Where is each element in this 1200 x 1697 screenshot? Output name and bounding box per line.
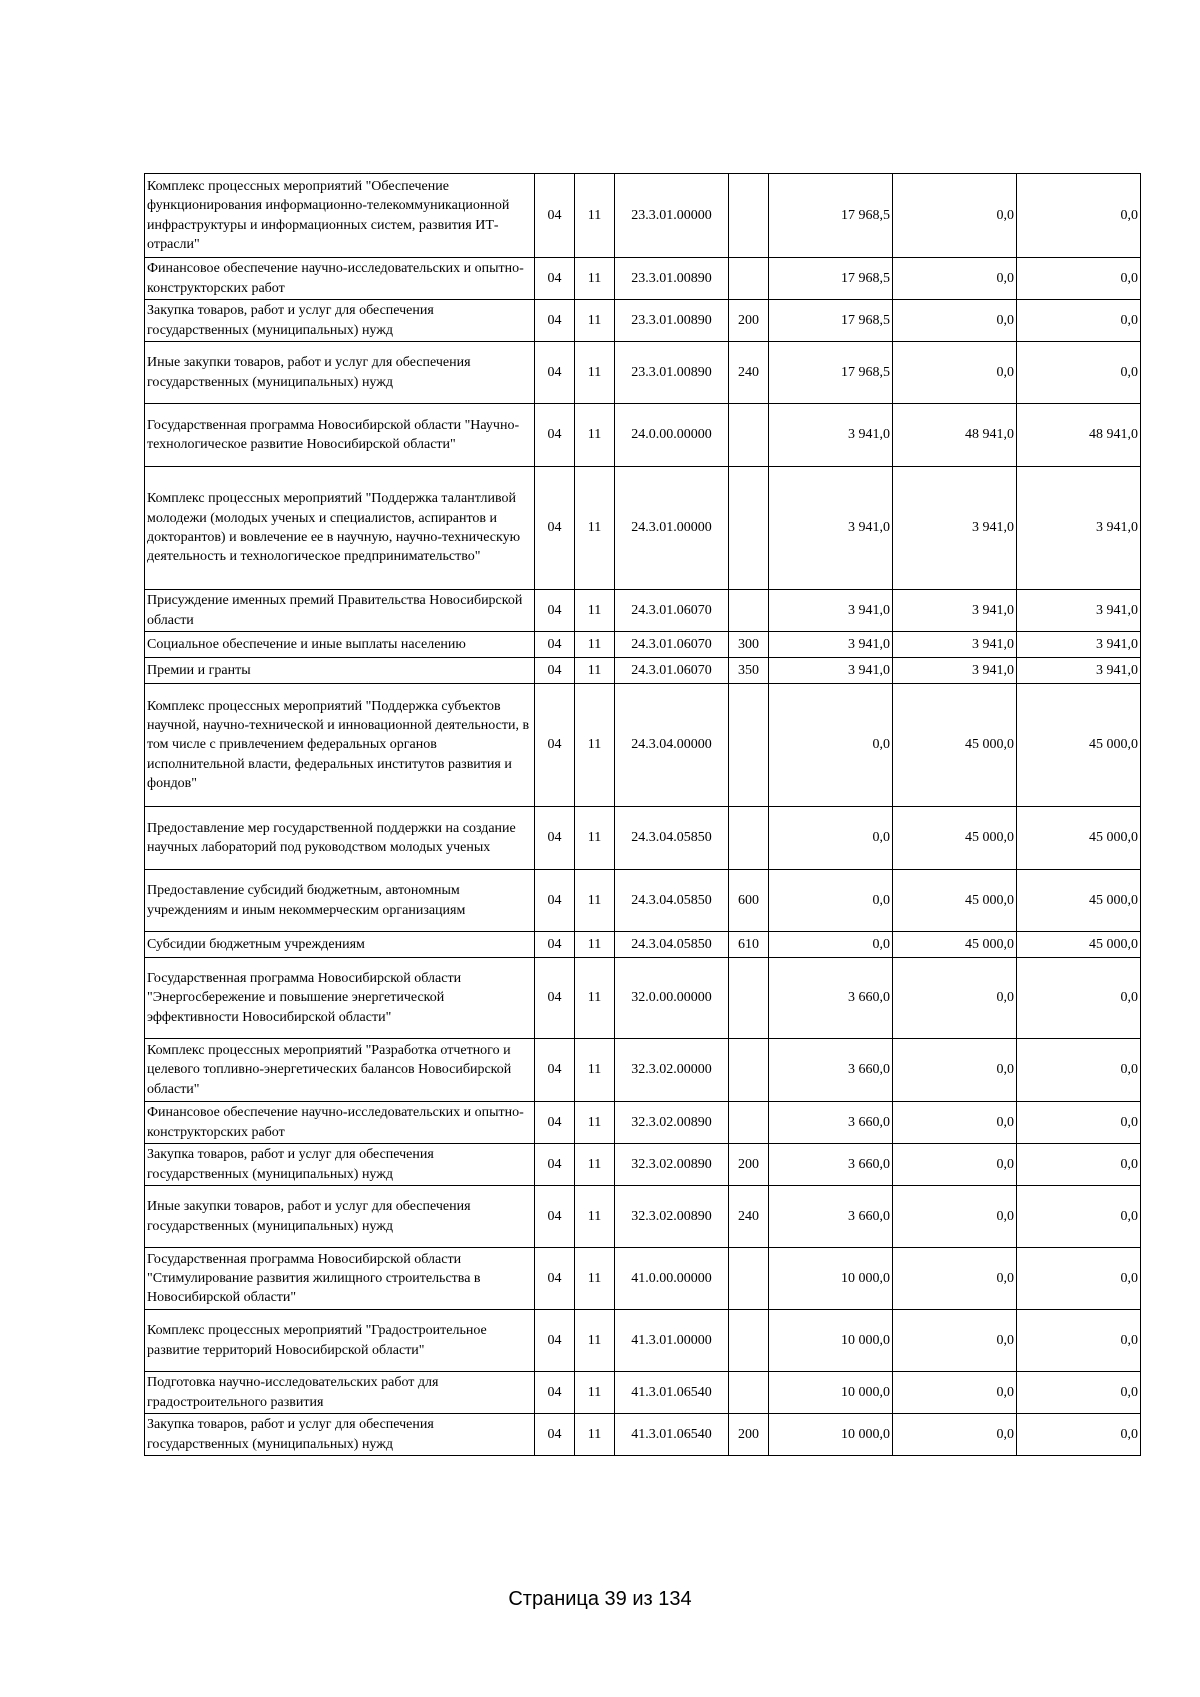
row-target-article: 24.3.01.00000: [615, 467, 729, 590]
row-amount-2: 0,0: [893, 1248, 1017, 1310]
row-amount-2: 0,0: [893, 258, 1017, 300]
row-amount-1: 17 968,5: [769, 174, 893, 258]
row-expense-type: [729, 467, 769, 590]
row-amount-1: 0,0: [769, 870, 893, 932]
row-expense-type: [729, 590, 769, 632]
row-amount-1: 10 000,0: [769, 1372, 893, 1414]
row-amount-2: 0,0: [893, 1310, 1017, 1372]
table-row: [145, 1310, 1141, 1372]
row-expense-type: 240: [729, 342, 769, 404]
row-amount-2: 0,0: [893, 1102, 1017, 1144]
row-amount-3: 3 941,0: [1017, 658, 1141, 684]
row-name: Предоставление субсидий бюджетным, автономным учреждениям и иным некоммерческим организациям: [145, 870, 535, 932]
row-name: Комплекс процессных мероприятий "Разработка отчетного и целевого топливно-энергетических балансов Новосибирской области": [145, 1039, 535, 1102]
row-target-article: 41.0.00.00000: [615, 1248, 729, 1310]
row-subsection: 11: [575, 258, 615, 300]
table-row: [145, 958, 1141, 1039]
table-row: [145, 1414, 1141, 1456]
row-amount-2: 0,0: [893, 1414, 1017, 1456]
row-amount-2: 48 941,0: [893, 404, 1017, 467]
row-amount-3: 0,0: [1017, 258, 1141, 300]
row-subsection: 11: [575, 1310, 615, 1372]
row-subsection: 11: [575, 684, 615, 807]
row-amount-3: 0,0: [1017, 958, 1141, 1039]
row-amount-1: 10 000,0: [769, 1310, 893, 1372]
row-name: Премии и гранты: [145, 658, 535, 684]
table-row: [145, 870, 1141, 932]
row-amount-1: 3 941,0: [769, 632, 893, 658]
row-subsection: 11: [575, 1102, 615, 1144]
row-amount-3: 45 000,0: [1017, 932, 1141, 958]
row-target-article: 32.3.02.00000: [615, 1039, 729, 1102]
row-expense-type: 600: [729, 870, 769, 932]
row-expense-type: [729, 174, 769, 258]
row-section: 04: [535, 870, 575, 932]
table-row: [145, 932, 1141, 958]
table-row: [145, 174, 1141, 258]
row-subsection: 11: [575, 174, 615, 258]
row-name: Закупка товаров, работ и услуг для обеспечения государственных (муниципальных) нужд: [145, 300, 535, 342]
row-amount-2: 0,0: [893, 958, 1017, 1039]
row-subsection: 11: [575, 632, 615, 658]
row-amount-3: 0,0: [1017, 1039, 1141, 1102]
row-section: 04: [535, 932, 575, 958]
row-section: 04: [535, 658, 575, 684]
row-subsection: 11: [575, 342, 615, 404]
table-row: [145, 1144, 1141, 1186]
row-section: 04: [535, 632, 575, 658]
row-section: 04: [535, 590, 575, 632]
row-section: 04: [535, 467, 575, 590]
row-subsection: 11: [575, 300, 615, 342]
row-name: Комплекс процессных мероприятий "Поддержка субъектов научной, научно-технической и инновационной деятельности, в том числе с привлечением федеральных органов исполнительной власти, федеральных институтов развития и фондов": [145, 684, 535, 807]
row-amount-3: 45 000,0: [1017, 807, 1141, 870]
row-section: 04: [535, 807, 575, 870]
row-section: 04: [535, 1310, 575, 1372]
row-amount-3: 45 000,0: [1017, 870, 1141, 932]
row-amount-2: 3 941,0: [893, 590, 1017, 632]
row-amount-1: 3 660,0: [769, 1039, 893, 1102]
row-amount-2: 3 941,0: [893, 467, 1017, 590]
row-amount-3: 48 941,0: [1017, 404, 1141, 467]
row-subsection: 11: [575, 590, 615, 632]
row-amount-1: 10 000,0: [769, 1414, 893, 1456]
row-name: Социальное обеспечение и иные выплаты населению: [145, 632, 535, 658]
row-target-article: 24.3.01.06070: [615, 632, 729, 658]
row-expense-type: [729, 1102, 769, 1144]
table-row: [145, 1102, 1141, 1144]
row-name: Закупка товаров, работ и услуг для обеспечения государственных (муниципальных) нужд: [145, 1414, 535, 1456]
row-amount-1: 3 660,0: [769, 1102, 893, 1144]
row-target-article: 24.3.04.05850: [615, 807, 729, 870]
row-name: Иные закупки товаров, работ и услуг для обеспечения государственных (муниципальных) нужд: [145, 342, 535, 404]
row-subsection: 11: [575, 1039, 615, 1102]
page-number: Страница 39 из 134: [508, 1588, 692, 1610]
row-expense-type: [729, 404, 769, 467]
row-expense-type: [729, 1372, 769, 1414]
row-amount-2: 0,0: [893, 1039, 1017, 1102]
row-name: Субсидии бюджетным учреждениям: [145, 932, 535, 958]
row-target-article: 32.3.02.00890: [615, 1144, 729, 1186]
row-target-article: 23.3.01.00890: [615, 300, 729, 342]
row-subsection: 11: [575, 404, 615, 467]
row-expense-type: [729, 1248, 769, 1310]
row-subsection: 11: [575, 1372, 615, 1414]
row-amount-2: 0,0: [893, 174, 1017, 258]
table-row: [145, 404, 1141, 467]
row-name: Комплекс процессных мероприятий "Обеспечение функционирования информационно-телекоммуникационной инфраструктуры и информационных систем, развития ИТ-отрасли": [145, 174, 535, 258]
row-amount-2: 0,0: [893, 342, 1017, 404]
row-amount-1: 3 941,0: [769, 658, 893, 684]
row-amount-3: 0,0: [1017, 300, 1141, 342]
row-amount-1: 17 968,5: [769, 258, 893, 300]
row-amount-2: 3 941,0: [893, 658, 1017, 684]
row-amount-3: 3 941,0: [1017, 590, 1141, 632]
table-row: [145, 658, 1141, 684]
row-name: Комплекс процессных мероприятий "Градостроительное развитие территорий Новосибирской области": [145, 1310, 535, 1372]
row-target-article: 32.3.02.00890: [615, 1102, 729, 1144]
row-amount-3: 0,0: [1017, 1186, 1141, 1248]
row-expense-type: [729, 684, 769, 807]
table-row: [145, 590, 1141, 632]
row-name: Предоставление мер государственной поддержки на создание научных лабораторий под руководством молодых ученых: [145, 807, 535, 870]
row-target-article: 41.3.01.00000: [615, 1310, 729, 1372]
row-name: Закупка товаров, работ и услуг для обеспечения государственных (муниципальных) нужд: [145, 1144, 535, 1186]
row-amount-1: 3 941,0: [769, 467, 893, 590]
row-amount-2: 3 941,0: [893, 632, 1017, 658]
row-expense-type: [729, 1310, 769, 1372]
row-amount-3: 3 941,0: [1017, 632, 1141, 658]
row-expense-type: [729, 807, 769, 870]
table-row: [145, 807, 1141, 870]
row-amount-1: 3 660,0: [769, 1144, 893, 1186]
row-name: Финансовое обеспечение научно-исследовательских и опытно-конструкторских работ: [145, 258, 535, 300]
row-target-article: 41.3.01.06540: [615, 1414, 729, 1456]
table-row: [145, 684, 1141, 807]
row-target-article: 24.3.04.00000: [615, 684, 729, 807]
row-subsection: 11: [575, 870, 615, 932]
row-expense-type: 200: [729, 1144, 769, 1186]
table-row: [145, 342, 1141, 404]
row-section: 04: [535, 1372, 575, 1414]
row-target-article: 24.3.04.05850: [615, 870, 729, 932]
row-name: Подготовка научно-исследовательских работ для градостроительного развития: [145, 1372, 535, 1414]
row-section: 04: [535, 1414, 575, 1456]
table-row: [145, 1372, 1141, 1414]
table-row: [145, 1039, 1141, 1102]
row-amount-2: 0,0: [893, 300, 1017, 342]
row-target-article: 32.3.02.00890: [615, 1186, 729, 1248]
row-amount-2: 45 000,0: [893, 870, 1017, 932]
row-subsection: 11: [575, 807, 615, 870]
table-row: [145, 258, 1141, 300]
row-name: Государственная программа Новосибирской области "Энергосбережение и повышение энергетической эффективности Новосибирской области": [145, 958, 535, 1039]
row-name: Комплекс процессных мероприятий "Поддержка талантливой молодежи (молодых ученых и специалистов, аспирантов и докторантов) и вовлечение ее в научную, научно-техническую деятельность и технологическое предпринимательство": [145, 467, 535, 590]
row-amount-2: 45 000,0: [893, 684, 1017, 807]
row-expense-type: [729, 1039, 769, 1102]
row-subsection: 11: [575, 467, 615, 590]
row-amount-1: 3 941,0: [769, 590, 893, 632]
row-name: Иные закупки товаров, работ и услуг для обеспечения государственных (муниципальных) нужд: [145, 1186, 535, 1248]
row-target-article: 41.3.01.06540: [615, 1372, 729, 1414]
row-amount-1: 17 968,5: [769, 342, 893, 404]
row-subsection: 11: [575, 658, 615, 684]
row-section: 04: [535, 404, 575, 467]
table-row: [145, 300, 1141, 342]
row-subsection: 11: [575, 1248, 615, 1310]
row-subsection: 11: [575, 1186, 615, 1248]
row-name: Финансовое обеспечение научно-исследовательских и опытно-конструкторских работ: [145, 1102, 535, 1144]
table-row: [145, 467, 1141, 590]
row-amount-3: 0,0: [1017, 1414, 1141, 1456]
row-expense-type: 610: [729, 932, 769, 958]
row-name: Государственная программа Новосибирской области "Научно-технологическое развитие Новосибирской области": [145, 404, 535, 467]
row-expense-type: 200: [729, 300, 769, 342]
row-expense-type: 200: [729, 1414, 769, 1456]
row-target-article: 23.3.01.00890: [615, 258, 729, 300]
row-target-article: 24.0.00.00000: [615, 404, 729, 467]
row-expense-type: 300: [729, 632, 769, 658]
row-name: Государственная программа Новосибирской области "Стимулирование развития жилищного строительства в Новосибирской области": [145, 1248, 535, 1310]
row-amount-3: 3 941,0: [1017, 467, 1141, 590]
row-expense-type: [729, 258, 769, 300]
row-target-article: 24.3.01.06070: [615, 658, 729, 684]
table-row: [145, 1248, 1141, 1310]
row-subsection: 11: [575, 958, 615, 1039]
row-section: 04: [535, 1039, 575, 1102]
row-amount-1: 3 660,0: [769, 958, 893, 1039]
table-row: [145, 632, 1141, 658]
row-expense-type: 240: [729, 1186, 769, 1248]
table-row: [145, 1186, 1141, 1248]
row-amount-1: 17 968,5: [769, 300, 893, 342]
row-amount-1: 10 000,0: [769, 1248, 893, 1310]
row-section: 04: [535, 342, 575, 404]
row-section: 04: [535, 174, 575, 258]
row-amount-3: 0,0: [1017, 1144, 1141, 1186]
row-section: 04: [535, 300, 575, 342]
row-amount-2: 45 000,0: [893, 932, 1017, 958]
row-amount-2: 0,0: [893, 1372, 1017, 1414]
row-amount-3: 0,0: [1017, 174, 1141, 258]
row-expense-type: 350: [729, 658, 769, 684]
row-amount-1: 0,0: [769, 807, 893, 870]
row-target-article: 24.3.04.05850: [615, 932, 729, 958]
row-subsection: 11: [575, 932, 615, 958]
row-section: 04: [535, 1186, 575, 1248]
row-target-article: 23.3.01.00000: [615, 174, 729, 258]
row-amount-3: 0,0: [1017, 1102, 1141, 1144]
budget-table: [144, 173, 1141, 1456]
row-section: 04: [535, 1102, 575, 1144]
row-subsection: 11: [575, 1414, 615, 1456]
row-section: 04: [535, 684, 575, 807]
row-amount-3: 0,0: [1017, 342, 1141, 404]
row-amount-1: 3 941,0: [769, 404, 893, 467]
budget-table-body: [145, 174, 1141, 1456]
row-amount-3: 45 000,0: [1017, 684, 1141, 807]
row-amount-1: 0,0: [769, 932, 893, 958]
row-amount-3: 0,0: [1017, 1372, 1141, 1414]
row-amount-1: 0,0: [769, 684, 893, 807]
row-expense-type: [729, 958, 769, 1039]
row-amount-2: 0,0: [893, 1186, 1017, 1248]
row-target-article: 23.3.01.00890: [615, 342, 729, 404]
row-amount-2: 0,0: [893, 1144, 1017, 1186]
row-subsection: 11: [575, 1144, 615, 1186]
row-section: 04: [535, 1248, 575, 1310]
row-target-article: 32.0.00.00000: [615, 958, 729, 1039]
row-amount-2: 45 000,0: [893, 807, 1017, 870]
row-target-article: 24.3.01.06070: [615, 590, 729, 632]
row-amount-3: 0,0: [1017, 1248, 1141, 1310]
row-name: Присуждение именных премий Правительства Новосибирской области: [145, 590, 535, 632]
row-section: 04: [535, 258, 575, 300]
row-amount-3: 0,0: [1017, 1310, 1141, 1372]
row-section: 04: [535, 1144, 575, 1186]
row-amount-1: 3 660,0: [769, 1186, 893, 1248]
row-section: 04: [535, 958, 575, 1039]
